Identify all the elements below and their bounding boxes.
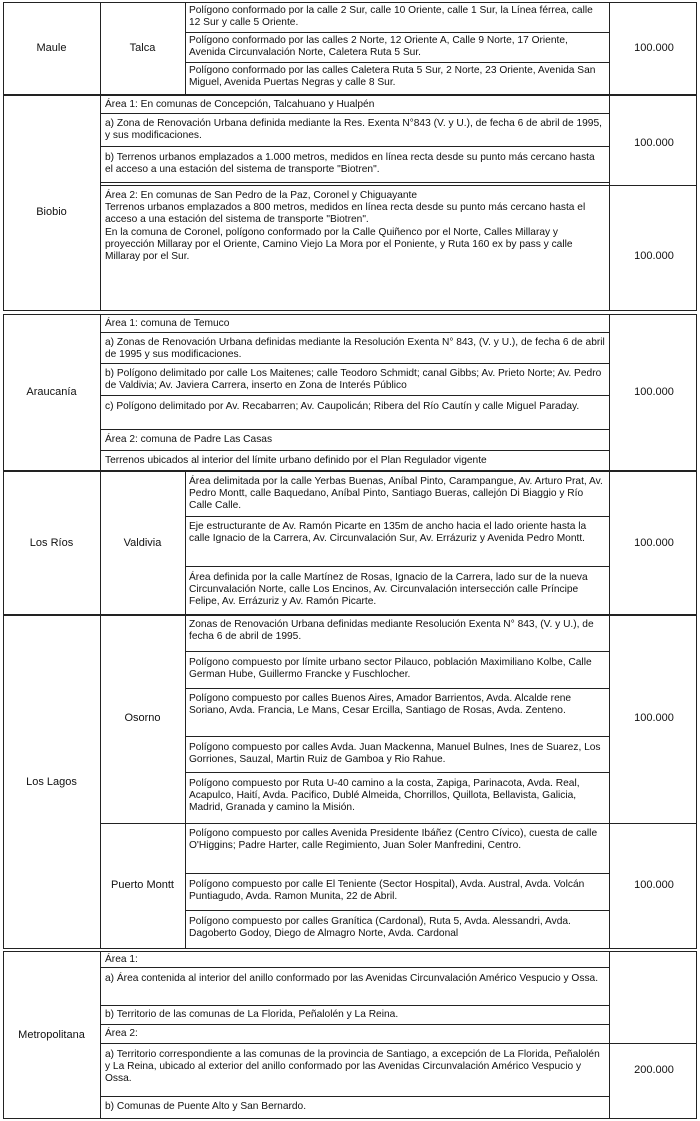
area-title: Área 1:	[105, 954, 138, 965]
area-text: b) Territorio de las comunas de La Florida, Peñalolén y La Reina.	[105, 1009, 399, 1020]
polygon-text: Polígono compuesto por límite urbano sector Pilauco, población Maximiliano Kolbe, Calle German Hube, Guillermo Francke y Fuschlocher.	[189, 657, 592, 681]
amount: 100.000	[634, 386, 674, 398]
area-text: Terrenos ubicados al interior del límite urbano definido por el Plan Regulador vigente	[105, 455, 487, 466]
polygon-text: Polígono compuesto por calles Buenos Aires, Amador Barrientos, Avda. Alcalde rene Soriano, Avda. Francia, Le Mans, Cesar Ercilla, Santiago de Rosas, Avda. Zenteno.	[189, 693, 572, 717]
polygon-text: Eje estructurante de Av. Ramón Picarte en 135m de ancho hacia el lado oriente hasta la calle Ignacio de la Carrera, Av. Circunvalación Sur, Av. Errázuriz y Avenida Pedro Montt.	[189, 521, 587, 545]
area-text: b) Polígono delimitado por calle Los Maitenes; calle Teodoro Schmidt; canal Gibbs; Av. Prieto Norte; Av. Pedro de Valdivia; Av. Javiera Carrera, inserto en Zona de Interés Público	[105, 368, 602, 392]
comuna-label: Osorno	[124, 712, 161, 724]
polygon-text: Polígono conformado por las calles 2 Norte, 12 Oriente A, Calle 9 Norte, 17 Oriente, Avenida Circunvalación Norte, Caletera Ruta 5 Sur.	[189, 35, 568, 59]
area-text: Terrenos urbanos emplazados a 800 metros, medidos en línea recta desde su punto más cercano hasta el acceso a una estación del sistema de transporte "Biotren".	[105, 202, 586, 226]
region-label: Los Ríos	[29, 537, 74, 549]
polygon-text: Área definida por la calle Martínez de Rosas, Ignacio de la Carrera, lado sur de la nueva Circunvalación Norte, calle Los Encinos, Av. Circunvalación intersección calle Príncipe Felipe, Av. Errázuriz y Av. Ramón Picarte.	[189, 572, 588, 608]
comuna-label: Talca	[129, 42, 156, 54]
polygon-text: Zonas de Renovación Urbana definidas mediante Resolución Exenta N° 843, (V. y U.), de fecha 6 de abril de 1995.	[189, 619, 594, 643]
polygon-text: Polígono conformado por la calle 2 Sur, calle 10 Oriente, calle 1 Sur, la Línea férrea, calle 12 Sur y calle 5 Oriente.	[189, 5, 593, 29]
amount: 100.000	[634, 879, 674, 891]
amount: 100.000	[634, 712, 674, 724]
polygon-text: Polígono compuesto por calles Granítica (Cardonal), Ruta 5, Avda. Alessandri, Avda. Dagoberto Godoy, Diego de Almagro Norte, Avda. Cardonal	[189, 916, 571, 940]
area-title: Área 2: En comunas de San Pedro de la Paz, Coronel y Chiguayante	[105, 190, 418, 201]
area-title: Área 1: En comunas de Concepción, Talcahuano y Hualpén	[105, 99, 375, 110]
area-text: En la comuna de Coronel, polígono conformado por la Calle Quiñenco por el Norte, Calles Millaray y proyección Millaray por el Oriente, Camino Viejo La Mora por el Poniente, y Ruta 160 ex by pass y calle Millaray por el Sur.	[105, 227, 573, 263]
comuna-label: Valdivia	[123, 537, 162, 549]
amount: 100.000	[634, 137, 674, 149]
region-label: Metropolitana	[18, 1029, 85, 1041]
area-text: a) Área contenida al interior del anillo conformado por las Avenidas Circunvalación Américo Vespucio y Ossa.	[105, 973, 599, 984]
comuna-label: Puerto Montt	[111, 879, 174, 891]
region-label: Araucanía	[26, 386, 77, 398]
polygon-text: Área delimitada por la calle Yerbas Buenas, Aníbal Pinto, Carampangue, Av. Arturo Prat, Av. Pedro Montt, calle Baquedano, Aníbal Pinto, Santiago Bueras, callejón Di Biaggio y Río Calle Calle.	[189, 476, 603, 512]
polygon-text: Polígono compuesto por calles Avda. Juan Mackenna, Manuel Bulnes, Ines de Suarez, Los Gorriones, Sauzal, Martin Ruiz de Gamboa y Rio Rahue.	[189, 742, 601, 766]
polygon-text: Polígono conformado por las calles Caletera Ruta 5 Sur, 2 Norte, 23 Oriente, Avenida San Miguel, Avenida Puertas Negras y calle 8 Sur.	[189, 65, 596, 89]
area-title: Área 2:	[105, 1028, 138, 1039]
amount: 100.000	[634, 250, 674, 262]
area-title: Área 2: comuna de Padre Las Casas	[105, 434, 273, 445]
polygon-text: Polígono compuesto por calles Avenida Presidente Ibáñez (Centro Cívico), cuesta de calle O'Higgins; Padre Harter, calle Regimiento, Juan Soler Manfredini, Centro.	[189, 828, 598, 852]
polygon-text: Polígono compuesto por Ruta U-40 camino a la costa, Zapiga, Parinacota, Avda. Real, Acapulco, Haití, Avda. Pacifico, Dublé Almeida, Chorrillos, Quillota, Bellavista, Galicia, Madrid, Granada y camino la Misión.	[189, 778, 580, 814]
region-label: Los Lagos	[26, 776, 77, 788]
area-text: b) Comunas de Puente Alto y San Bernardo.	[105, 1101, 307, 1112]
polygon-text: Polígono compuesto por calle El Teniente (Sector Hospital), Avda. Austral, Avda. Volcán Puntiagudo, Avda. Ramon Munita, 22 de Abril.	[189, 879, 585, 903]
area-text: a) Zonas de Renovación Urbana definidas mediante la Resolución Exenta N° 843, (V. y U.), de fecha 6 de abril de 1995 y sus modificaciones.	[105, 337, 605, 361]
area-title: Área 1: comuna de Temuco	[105, 318, 230, 329]
area-text: c) Polígono delimitado por Av. Recabarren; Av. Caupolicán; Ribera del Río Cautín y calle Miguel Paraday.	[105, 401, 580, 412]
region-label: Maule	[36, 42, 67, 54]
amount: 200.000	[634, 1064, 674, 1076]
amount: 100.000	[634, 537, 674, 549]
amount: 100.000	[634, 42, 674, 54]
area-text: a) Territorio correspondiente a las comunas de la provincia de Santiago, a excepción de La Florida, Peñalolén y La Reina, ubicado al exterior del anillo conformado por las Avenidas Circunvalación Américo Vespucio y Ossa.	[105, 1049, 600, 1085]
area-text: b) Terrenos urbanos emplazados a 1.000 metros, medidos en línea recta desde su punto más cercano hasta el acceso a una estación del sistema de transporte "Biotren".	[105, 152, 595, 176]
area-text: a) Zona de Renovación Urbana definida mediante la Res. Exenta N°843 (V. y U.), de fecha 6 de abril de 1995, y sus modificaciones.	[105, 118, 602, 142]
region-label: Biobio	[36, 206, 67, 218]
